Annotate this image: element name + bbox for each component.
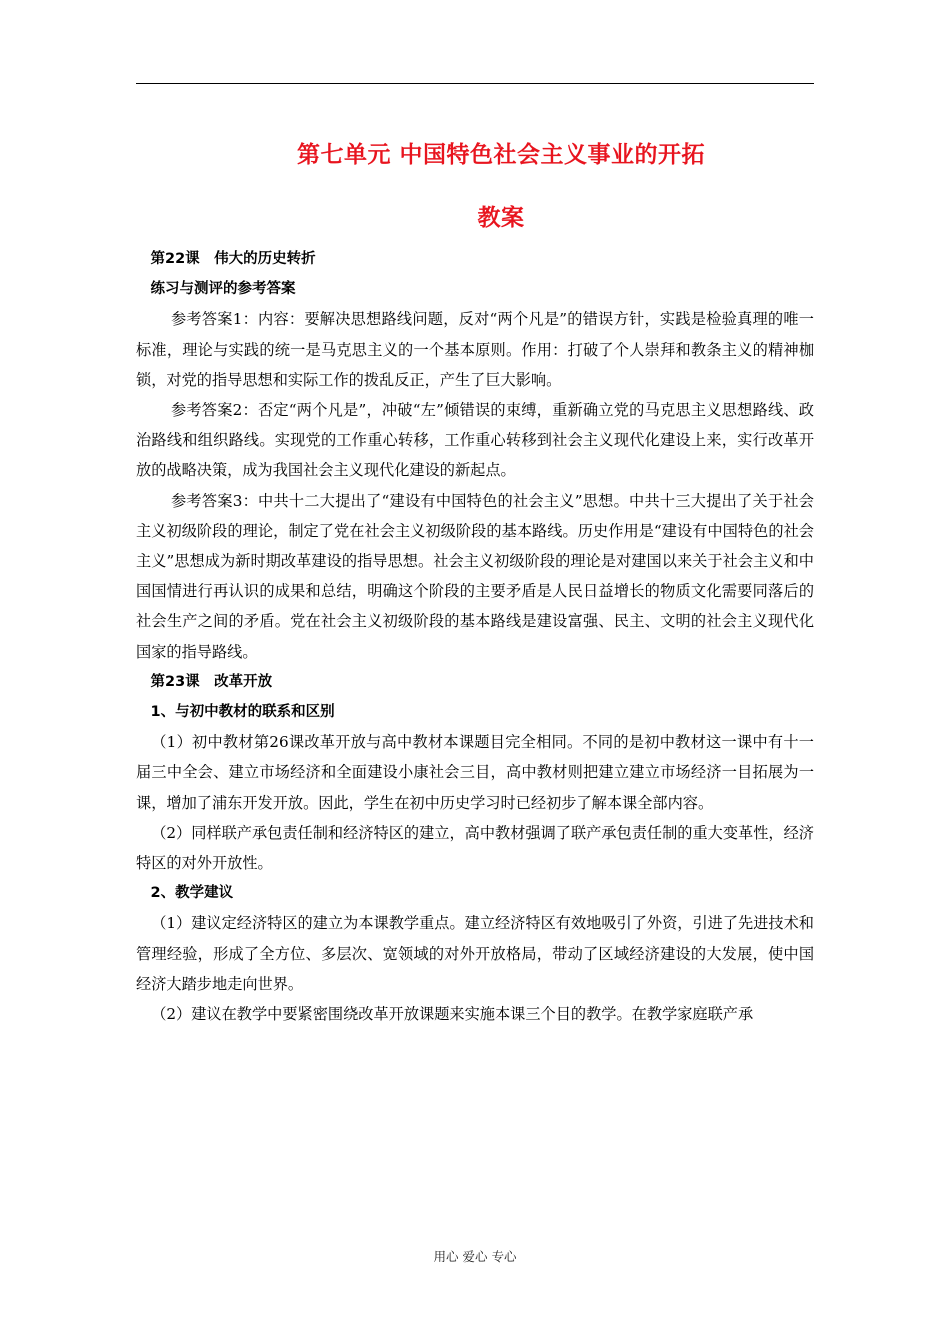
section2-paragraph-1: （1）建议定经济特区的建立为本课教学重点。建立经济特区有效地吸引了外资，引进了先进技术和管理经验，形成了全方位、多层次、宽领域的对外开放格局，带动了区域经济建设的大发展，使中国经济大踏步地走向世界。 — [136, 914, 814, 993]
answer-2: 参考答案2：否定“两个凡是”，冲破“左”倾错误的束缚，重新确立党的马克思主义思想路线、政治路线和组织路线。实现党的工作重心转移，工作重心转移到社会主义现代化建设上来，实行改革开放的战略决策，成为我国社会主义现代化建设的新起点。 — [136, 401, 814, 480]
lesson23-heading: 第23课 改革开放 — [150, 673, 273, 690]
lesson22-subheading: 练习与测评的参考答案 — [150, 281, 296, 298]
header-rule — [136, 83, 814, 84]
unit-title: 第七单元 中国特色社会主义事业的开拓 — [296, 142, 705, 168]
section2-heading: 2、教学建议 — [150, 885, 234, 902]
section2-paragraph-2: （2）建议在教学中要紧密围绕改革开放课题来实施本课三个目的教学。在教学家庭联产承 — [151, 1005, 754, 1024]
page-footer: 用心 爱心 专心 — [433, 1249, 517, 1264]
unit-subtitle: 教案 — [477, 205, 525, 231]
document-body — [136, 244, 814, 1029]
section1-paragraph-1: （1）初中教材第26课改革开放与高中教材本课题目完全相同。不同的是初中教材这一课中有十一届三中全会、建立市场经济和全面建设小康社会三目，高中教材则把建立建立市场经济一目拓展为一课，增加了浦东开发开放。因此，学生在初中历史学习时已经初步了解本课全部内容。 — [136, 733, 814, 812]
section1-heading: 1、与初中教材的联系和区别 — [150, 704, 335, 721]
answer-1: 参考答案1：内容：要解决思想路线问题，反对“两个凡是”的错误方针，实践是检验真理的唯一标准，理论与实践的统一是马克思主义的一个基本原则。作用：打破了个人崇拜和教条主义的精神枷锁，对党的指导思想和实际工作的拨乱反正，产生了巨大影响。 — [136, 310, 814, 389]
section1-paragraph-2: （2）同样联产承包责任制和经济特区的建立，高中教材强调了联产承包责任制的重大变革性，经济特区的对外开放性。 — [136, 823, 814, 873]
lesson22-heading: 第22课 伟大的历史转折 — [150, 251, 316, 267]
answer-3: 参考答案3：中共十二大提出了“建设有中国特色的社会主义”思想。中共十三大提出了关于社会主义初级阶段的理论，制定了党在社会主义初级阶段的基本路线。历史作用是“建设有中国特色的社会主义”思想成为新时期改革建设的指导思想。社会主义初级阶段的理论是对建国以来关于社会主义和中国国情进行再认识的成果和总结，明确这个阶段的主要矛盾是人民日益增长的物质文化需要同落后的社会生产之间的矛盾。党在社会主义初级阶段的基本路线是建设富强、民主、文明的社会主义现代化国家的指导路线。 — [136, 491, 814, 661]
